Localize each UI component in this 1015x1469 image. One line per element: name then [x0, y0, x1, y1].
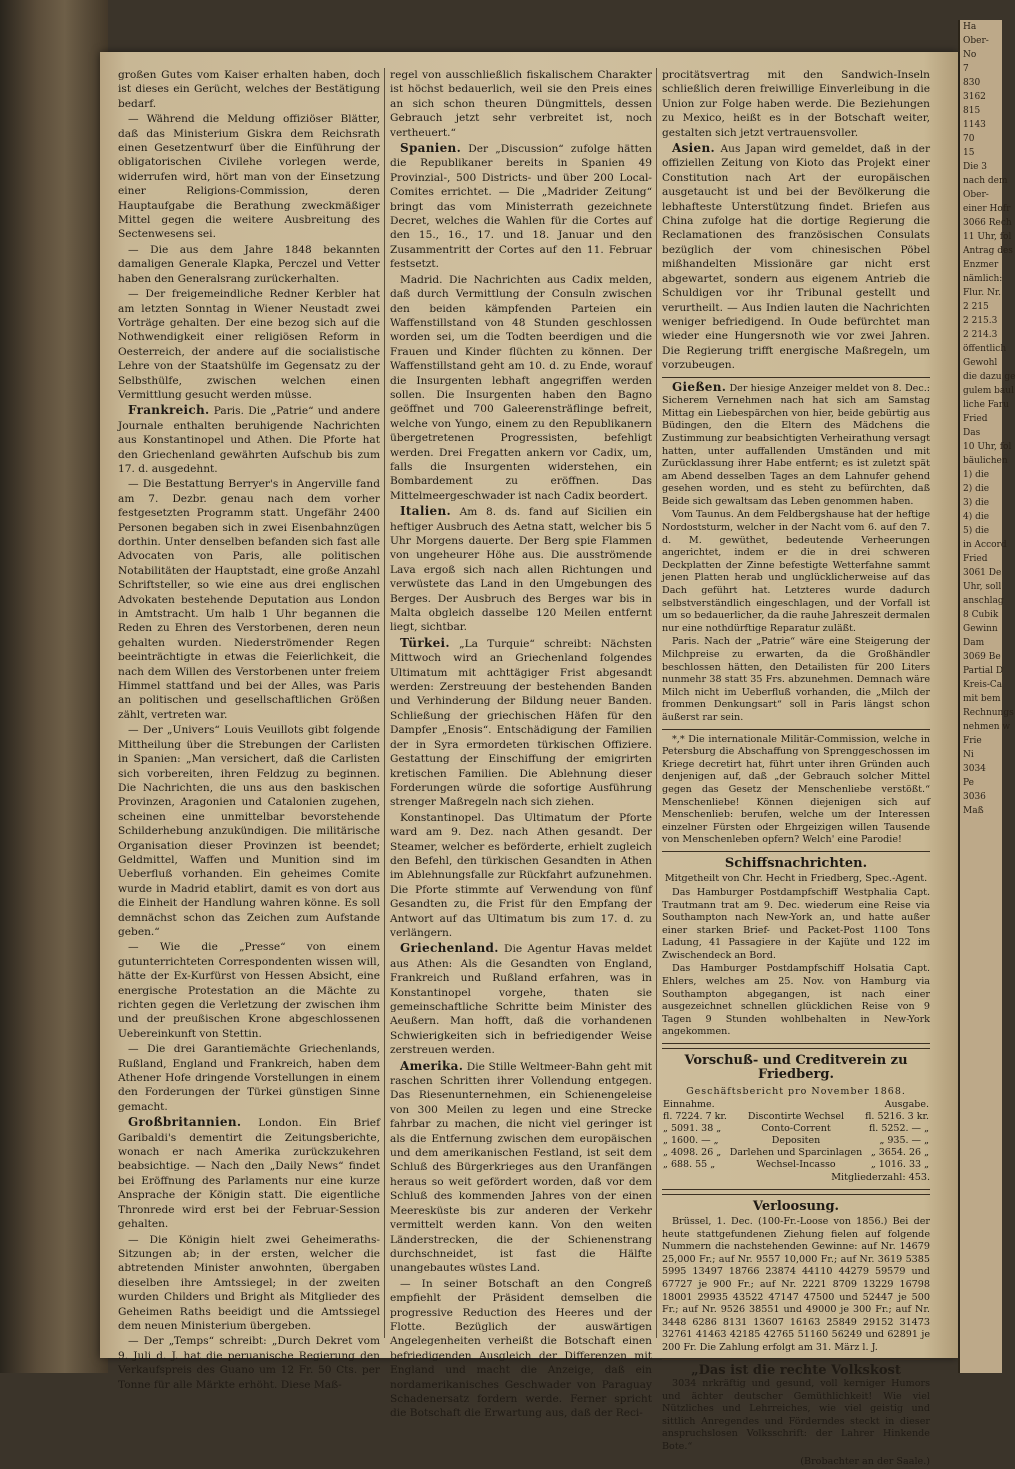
adjacent-page-fragment: No [963, 50, 977, 60]
section-heading: Asien. [672, 141, 715, 156]
ledger-cell: Discontirte Wechsel [747, 1111, 845, 1123]
adjacent-page-fragment: 3162 [963, 92, 986, 102]
adjacent-page-fragment: 3) die [963, 498, 990, 508]
article-paragraph: — Die drei Garantiemächte Griechenlands, Rußland, England und Frankreich, haben dem Athener Hofe dringende Vorstellungen in einem den Forderungen der Türkei günstigen Sinne gemacht. [118, 1043, 380, 1113]
article-paragraph: Vom Taunus. An dem Feldbergshause hat der heftige Nordoststurm, welcher in der Nacht vom 6. auf den 7. d. M. gewüthet, bedeutende Verheerungen angerichtet, indem er die in drei schweren Deckplatten der Zinne befestigte Wetterfahne sammt jenen Platten herab und unglücklicherweise auf das Dach geführt hat. Letzteres wurde dadurch selbstverständlich eingeschlagen, und der Vorfall ist um so bedauerlicher, da die rauhe Jahreszeit dermalen nur eine nothdürftige Reparatur zuläßt. [662, 509, 930, 634]
article-paragraph [390, 1059, 652, 1276]
ledger-cell: „ 3654. 26 „ [870, 1147, 929, 1159]
adjacent-page-fragment: Ha [963, 22, 977, 32]
article-paragraph: Paris. Nach der „Patrie“ wäre eine Steigerung der Milchpreise zu erwarten, da die Großhändler beschlossen hätten, den Detailisten für 200 Liters nunmehr 38 statt 35 Frs. abzunehmen. Demnach wäre Milch nicht im Ueberfluß vorhanden, die „Milch der frommen Denkungsart“ soll in Paris längst schon äußerst rar sein. [662, 636, 930, 723]
adjacent-page-fragment: nämlich: [963, 274, 1003, 284]
adjacent-page-fragment: 2 215.3 [963, 316, 998, 326]
adjacent-page-fragment: 11 Uhr, fol [963, 232, 1012, 242]
adjacent-page-fragment: Rechnungs [963, 708, 1014, 718]
local-news-box [662, 377, 930, 730]
article-paragraph: — Der freigemeindliche Redner Kerbler hat am letzten Sonntag in Wiener Neustadt zwei Vorträge gehalten. Der eine bezog sich auf die Nothwendigkeit einer religiösen Reform in Oesterreich, der andere auf die socialistische Lehre von der Staatshülfe im Gegensatz zu der Selbsthülfe, zwischen welchen einen Vermittlung gesucht werden müsse. [118, 288, 380, 401]
article-paragraph: — Wie die „Presse“ von einem gutunterrichteten Correspondenten wissen will, hätte der Ex-Kurfürst von Hessen Absicht, eine energische Protestation an die Mächte zu richten gegen die Verletzung der zwischen ihm und der preußischen Krone abgeschlossenen Uebereinkunft von Stettin. [118, 941, 380, 1040]
adjacent-page-fragment: 3061 De [963, 568, 1002, 578]
article-paragraph [390, 504, 652, 635]
section-heading: Spanien. [400, 141, 462, 156]
article-paragraph: regel von ausschließlich fiskalischem Charakter ist höchst bedauerlich, weil sie den Preis eines an sich schon theuren Düngmittels, dessen Gebrauch jetzt sehr verbreitet ist, noch vertheuert.“ [390, 69, 652, 139]
section-heading: Gießen. [672, 379, 727, 394]
section-heading: Großbritannien. [128, 1115, 242, 1130]
adjacent-page-fragment: Pe [963, 778, 974, 788]
ledger-cell: „ 4098. 26 „ [663, 1147, 722, 1159]
adjacent-page-fragment: öffentlich [963, 344, 1007, 354]
article-paragraph: — Während die Meldung offiziöser Blätter, daß das Ministerium Giskra dem Reichsrath einen Gesetzentwurf über die Einführung der obligatorischen Civilehe vorlegen werde, widerrufen wird, hört man von der Einsetzung einer Religions-Commission, deren Hauptaufgabe die Berathung zweckmäßiger Mittel gegen die weitere Ausbreitung des Sectenwesens sei. [118, 113, 380, 241]
article-text: Die Agentur Havas meldet aus Athen: Als die Gesandten von England, Frankreich und Rußland erfahren, was in Konstantinopel vorgehe, thaten sie gemeinschaftliche Schritte beim Minister des Aeußern. Man hofft, daß die vorhandenen Schwierigkeiten sich in befriedigender Weise zerstreuen werden. [390, 943, 652, 1057]
ledger-row [662, 1111, 930, 1123]
adjacent-page-fragment: 3036 [963, 792, 986, 802]
credit-title: Vorschuß- und Creditverein zu Friedberg. [684, 1053, 908, 1083]
article-text: Der „Discussion“ zufolge hätten die Republikaner bereits in Spanien 49 Provinzial-, 500 Districts- und über 200 Local-Comites errichtet. — Die „Madrider Zeitung“ bringt das vom Ministerrath gezeichnete Decret, welches die Wahlen für die Cortes auf den 15., 16., 17. und 18. Januar und den Zusammentritt der Cortes auf den 11. Februar festsetzt. [390, 143, 652, 271]
ledger-expense-header: Ausgabe. [884, 1099, 929, 1111]
adjacent-page-fragment: bäulichen [963, 456, 1008, 466]
section-heading: Amerika. [400, 1058, 464, 1073]
ad-title: „Das ist die rechte Volkskost [691, 1362, 901, 1378]
column-rule [384, 68, 385, 1338]
adjacent-page-fragment: Die 3 [963, 162, 988, 172]
adjacent-page-fragment: 10 Uhr, fol [963, 442, 1012, 452]
article-text: Der hiesige Anzeiger meldet von 8. Dec.: Sicherem Vernehmen nach hat sich am Samstag Mittag ein Liebespärchen von hier, beide gebürtig aus Büdingen, den die Eltern des Mädchens die Zustimmung zur beabsichtigten Verheirathung versagt hatten, unter auffallenden Umständen und mit Zurücklassung ihrer Habe entfernt; es ist zuletzt spät am Abend desselben Tages an dem Lahnufer gehend gesehen worden, und es steht zu befürchten, daß Beide sich gewaltsam das Leben genommen haben. [662, 382, 930, 507]
adjacent-page-fragment: Ober- [963, 190, 989, 200]
ledger-row [662, 1159, 930, 1171]
column-rule [656, 68, 657, 1338]
adjacent-page-fragment: Gewohl [963, 358, 998, 368]
article-text: Paris. Die „Patrie“ und andere Journale enthalten beruhigende Nachrichten aus Konstantinopel und Athen. Die Pforte hat den Griechenland gewährten Aufschub bis zum 17. d. ausgedehnt. [118, 405, 380, 475]
article-paragraph: *,* Die internationale Militär-Commission, welche in Petersburg die Abschaffung von Sprenggeschossen im Kriege decretirt hat, führt unter ihren Gründen auch denjenigen auf, daß „der Gebrauch solcher Mittel gegen das Gesetz der Menschenliebe verstößt.“ Menschenliebe! Können diejenigen sich auf Menschenlieb: berufen, welche um der Interessen einzelner Fürsten oder Ehrgeizigen willen Tausende von Menschenleben opfern? Welch' eine Parodie! [662, 733, 930, 846]
adjacent-page-fragment: Kreis-Ca [963, 680, 1003, 690]
lottery-box [662, 1194, 930, 1360]
adjacent-page-fragment: 15 [963, 148, 975, 158]
adjacent-page-edge [958, 20, 1015, 1373]
lottery-title: Verloosung. [752, 1198, 840, 1214]
adjacent-page-fragment: Partial D [963, 666, 1004, 676]
adjacent-page-fragment: 8 Cubik [963, 610, 999, 620]
article-paragraph [662, 141, 930, 373]
article-paragraph [118, 403, 380, 476]
section-heading: Türkei. [400, 635, 450, 650]
article-paragraph: — Die Königin hielt zwei Geheimeraths-Sitzungen ab; in der ersten, welcher die abtretenden Minister anwohnten, übergaben dieselben ihre Amtssiegel; in der zweiten wurden Childers und Bright als Mitglieder des Geheimen Raths beeidigt und die Amtssiegel dem neuen Ministerium übergeben. [118, 1233, 380, 1332]
ledger-cell: fl. 5216. 3 kr. [865, 1111, 929, 1123]
adjacent-page-fragment: nach dem [963, 176, 1008, 186]
article-paragraph: — Der „Univers“ Louis Veuillots gibt folgende Mittheilung über die Strebungen der Carlisten in Spanien: „Man versichert, daß die Carlisten sich vorbereiten, ihren Feldzug zu beginnen. Die Nachrichten, die uns aus den baskischen Provinzen, Aragonien und Catalonien zugehen, scheinen eine unmittelbar bevorstehende Schilderhebung anzukündigen. Die militärische Organisation dieser Provinzen ist beendet; Geldmittel, Waffen und Munition sind im Ueberfluß vorhanden. Ein geheimes Comite wurde in Madrid etablirt, damit es von dort aus die Einheit der Handlung wahren könne. Es soll demnächst schon das Zeichen zum Aufstande geben.“ [118, 724, 380, 938]
ships-paragraph: Das Hamburger Postdampfschiff Westphalia Capt. Trautmann trat am 9. Dec. wiederum eine Reise via Southampton nach New-York an, und hatte außer einer starken Brief- und Packet-Post 1100 Tons Ladung, 41 Passagiere in der Kajüte und 122 im Zwischendeck an Bord. [662, 886, 930, 961]
article-paragraph: — Die Bestattung Berryer's in Angerville fand am 7. Dezbr. genau nach dem vorher festgesetzten Programm statt. Ungefähr 2400 Personen begaben sich in zwei Eisenbahnzügen dorthin. Unter denselben befanden sich fast alle Advocaten von Paris, alle politischen Notabilitäten der Hauptstadt, eine große Anzahl Schriftsteller, so wie eine aus drei englischen Advokaten bestehende Deputation aus London in Amtstracht. Um halb 1 Uhr begannen die Reden zu Ehren des Verstorbenen, deren neun gehalten wurden. Niederströmender Regen beeinträchtigte in etwas die Feierlichkeit, die nach dem Willen des Verstorbenen unter freiem Himmel stattfand und bei der Alles, was Paris an politischen und gesellschaftlichen Größen zählt, vertreten war. [118, 478, 380, 721]
ledger-header [662, 1099, 930, 1111]
adjacent-page-fragment: nehmen w [963, 722, 1011, 732]
credit-subtitle: Geschäftsbericht pro November 1868. [686, 1085, 906, 1097]
article-text: Aus Japan wird gemeldet, daß in der offiziellen Zeitung von Kioto das Projekt einer Constitution nach Art der europäischen ausgetaucht ist und bei der Bevölkerung die lebhafteste Unterstützung findet. Briefen aus China zufolge hat die dortige Regierung die Reclamationen des französischen Consulats bezüglich der vom chinesischen Pöbel mißhandelten Missionäre gar nicht erst abgewartet, sondern aus eigenem Antrieb die Schuldigen vor ihr Tribunal gestellt und verurtheilt. — Aus Indien lauten die Nachrichten weniger befriedigend. In Oude befürchtet man wieder eine Hungersnoth wie vor zwei Jahren. Die Regierung trifft energische Maßregeln, um vorzubeugen. [662, 143, 931, 372]
section-heading: Griechenland. [400, 941, 499, 956]
article-paragraph [118, 1115, 380, 1231]
article-paragraph [390, 941, 652, 1057]
article-paragraph: Madrid. Die Nachrichten aus Cadix melden, daß durch Vermittlung der Consuln zwischen den beiden kämpfenden Parteien ein Waffenstillstand von 48 Stunden geschlossen worden sei, um die Todten beerdigen und die Frauen und Kinder flüchten zu können. Der Waffenstillstand geht am 10. d. zu Ende, worauf die Insurgenten lebhaft angegriffen werden sollen. Die Insurgenten haben den Bagno geöffnet und 700 Galeerensträflinge befreit, welche von Yungo, einem zu den Republikanern übergetretenen Progressisten, befehligt werden. Drei Fregatten ankern vor Cadix, um, falls die Insurgenten widerstehen, ein Bombardement zu eröffnen. Das Mittelmeergeschwader ist nach Cadix beordert. [390, 273, 652, 502]
adjacent-page-fragment: Flur. Nr. [963, 288, 1002, 298]
article-paragraph: Konstantinopel. Das Ultimatum der Pforte ward am 9. Dez. nach Athen gesandt. Der Steamer, welcher es beförderte, erhielt zugleich den Befehl, den türkischen Gesandten in Athen im Ablehnungsfalle zur Rückfahrt aufzunehmen. Die Pforte stimmte auf Verwendung von fünf Gesandten zu, die Frist für den Empfang der Antwort auf das Ultimatum bis zum 17. d. zu verlängern. [390, 811, 652, 939]
adjacent-page-fragment: Das [963, 428, 981, 438]
ledger-cell: „ 1016. 33 „ [870, 1159, 929, 1171]
section-heading: Italien. [400, 504, 451, 519]
ledger-cell: Wechsel-Incasso [756, 1159, 836, 1171]
adjacent-page-fragment: Enzmer [963, 260, 999, 270]
article-paragraph: procitätsvertrag mit den Sandwich-Inseln schließlich deren freiwillige Einverleibung in die Union zur Folge haben werde. Die Beziehungen zu Mexico, heißt es in der Botschaft weiter, gestalten sich jetzt vertrauensvoller. [662, 69, 930, 139]
ledger-cell: „ 935. — „ [879, 1135, 929, 1147]
article-paragraph: — Die aus dem Jahre 1848 bekannten damaligen Generale Klapka, Perczel und Vetter haben den Generalsrang zurückerhalten. [118, 243, 380, 285]
ships-title: Schiffsnachrichten. [724, 855, 868, 871]
adjacent-page-fragment: gulem baul [963, 386, 1014, 396]
adjacent-page-fragment: 3069 Be [963, 652, 1001, 662]
article-paragraph [662, 381, 930, 509]
article-paragraph: — In seiner Botschaft an den Congreß empfiehlt der Präsident demselben die progressive Reduction des Heeres und der Flotte. Bezüglich der auswärtigen Angelegenheiten verheißt die Botschaft einen befriedigenden Ausgleich der Differenzen mit England und macht die Anzeige, daß ein nordamerikanisches Geschwader von Paraguay Schadenersatz fordern werde. Ferner spricht die Botschaft die Erwartung aus, daß der Reci- [390, 1277, 652, 1420]
article-text: „La Turquie“ schreibt: Nächsten Mittwoch wird an Griechenland folgendes Ultimatum mit achttägiger Frist abgesandt werden: Zerstreuung der bestehenden Banden und Verhinderung der Bildung neuer Banden. Schließung der griechischen Häfen für den Dampfer „Enosis“. Entschädigung der Familien der in Syra ermordeten türkischen Offiziere. Gestattung der Einschiffung der emigrirten kretischen Familien. Die Ablehnung dieser Forderungen würde die sofortige Ausführung strenger Maßregeln nach sich ziehen. [390, 637, 652, 809]
ad-signature: (Brobachter an der Saale.) [800, 1455, 930, 1467]
adjacent-page-fragment: 815 [963, 106, 981, 116]
ledger-row [662, 1135, 930, 1147]
ledger-cell: „ 5091. 38 „ [663, 1123, 722, 1135]
adjacent-page-fragment: 4) die [963, 512, 990, 522]
ledger-income-header: Einnahme. [663, 1099, 715, 1111]
adjacent-page-fragment: 830 [963, 78, 981, 88]
adjacent-page-fragment: Uhr, soll [963, 582, 1002, 592]
ships-box [662, 851, 930, 1044]
article-text: London. Ein Brief Garibaldi's dementirt die Zeitungsberichte, wonach er nach Amerika zurückzukehren beabsichtige. — Nach den „Daily News“ findet bei Eröffnung des Parlaments nur eine kurze Ansprache der Königin statt. Die eigentliche Thronrede wird erst bei der Februar-Session gehalten. [118, 1117, 380, 1231]
credit-ledger [662, 1099, 930, 1171]
adjacent-page-fragment: Gewinn [963, 624, 998, 634]
ships-agent: Mitgetheilt von Chr. Hecht in Friedberg, Spec.-Agent. [664, 873, 928, 885]
ledger-cell: Conto-Corrent [761, 1123, 831, 1135]
adjacent-page-fragment: 3034 [963, 764, 986, 774]
adjacent-page-fragment: Ni [963, 750, 974, 760]
adjacent-page-fragment: Ober- [963, 36, 989, 46]
adjacent-page-fragment: 2 215 [963, 302, 989, 312]
adjacent-page-fragment: Dam [963, 638, 985, 648]
adjacent-page-fragment: in Accord [963, 540, 1007, 550]
lottery-text: Brüssel, 1. Dec. (100-Fr.-Loose von 1856.) Bei der heute stattgefundenen Ziehung fielen auf folgende Nummern die nachstehenden Gewinne: auf Nr. 14679 25,000 Fr.; auf Nr. 9557 10,000 Fr.; auf Nr. 3619 5385 5995 13497 18766 23874 44110 44279 59579 und 67727 je 900 Fr.; auf Nr. 2221 8709 13229 16798 18001 29935 43522 47147 47500 und 52447 je 500 Fr.; auf Nr. 9526 38551 und 49000 je 300 Fr.; auf Nr. 3448 6286 8131 13607 16163 25849 29152 31473 32761 41463 42185 42765 51160 56249 und 62891 je 200 Fr. Die Zahlung erfolgt am 31. März l. J. [662, 1216, 930, 1353]
article-text: Am 8. ds. fand auf Sicilien ein heftiger Ausbruch des Aetna statt, welcher bis 5 Uhr Morgens dauerte. Der Berg spie Flammen von ungeheurer Höhe aus. Die ausströmende Lava ergoß sich nach allen Richtungen und verwüstete das Land in den Umgebungen des Berges. Der Ausbruch des Berges war bis in Malta obgleich dasselbe 120 Meilen entfernt liegt, sichtbar. [390, 506, 653, 634]
ledger-cell: Depositen [771, 1135, 821, 1147]
article-paragraph: — Der „Temps“ schreibt: „Durch Dekret vom 9. Juli d. J. hat die peruanische Regierung den Verkaufspreis des Guano um 12 Fr. 50 Cts. per Tonne für alle Märkte erhöht. Diese Maß- [118, 1335, 380, 1391]
ledger-cell: fl. 7224. 7 kr. [663, 1111, 727, 1123]
adjacent-page-fragment: Antrag des [963, 246, 1013, 256]
adjacent-page-fragment: die dazu ge [963, 372, 1015, 382]
section-heading: Frankreich. [128, 403, 210, 418]
column-3 [662, 68, 931, 1467]
adjacent-page-fragment: liche Faru [963, 400, 1009, 410]
adjacent-page-fragment: 3066 Rech [963, 218, 1012, 228]
article-paragraph [390, 636, 652, 810]
credit-members: Mitgliederzahl: 453. [831, 1172, 930, 1184]
column-1 [118, 68, 380, 1391]
adjacent-page-fragment: Frie [963, 736, 982, 746]
adjacent-page-fragment: mit bem [963, 694, 1001, 704]
adjacent-page-fragment: 2 214.3 [963, 330, 998, 340]
book-binding [0, 0, 108, 1373]
adjacent-page-fragment: Fried [963, 554, 988, 564]
ledger-cell: Darlehen und Sparcinlagen [729, 1147, 863, 1159]
ledger-cell: fl. 5252. — „ [868, 1123, 929, 1135]
column-2 [390, 68, 653, 1420]
credit-union-report [662, 1048, 930, 1190]
article-text: Die Stille Weltmeer-Bahn geht mit raschen Schritten ihrer Vollendung entgegen. Das Riesenunternehmen, ein Schienengeleise von 300 Meilen zu legen und eine Strecke fahrbar zu machen, die nicht viel geringer ist als die Entfernung zwischen dem europäischen und dem amerikanischen Festland, ist seit dem Schluß des Bürgerkrieges aus den Uranfängen heraus so weit gefördert worden, daß vor dem Schluß des kommenden Jahres von der einen Meeresküste bis zur anderen der Verkehr vermittelt werden kann. Von den weiten Länderstrecken, die der Schienenstrang durchschneidet, ist fast die Hälfte unangebautes wüstes Land. [390, 1060, 652, 1275]
ledger-row [662, 1123, 930, 1135]
adjacent-page-fragment: 70 [963, 134, 975, 144]
ledger-row [662, 1147, 930, 1159]
adjacent-page-fragment: 7 [963, 64, 969, 74]
ledger-cell: „ 688. 55 „ [663, 1159, 716, 1171]
article-paragraph [390, 141, 652, 272]
article-paragraph: großen Gutes vom Kaiser erhalten haben, doch ist dieses ein Gerücht, welches der Bestätigung bedarf. [118, 69, 380, 110]
newspaper-page [100, 52, 958, 1467]
adjacent-page-fragment: 1143 [963, 120, 986, 130]
adjacent-page-fragment: einer Hofr [963, 204, 1011, 214]
adjacent-page-fragment: 5) die [963, 526, 990, 536]
adjacent-page-fragment: 1) die [963, 470, 990, 480]
adjacent-page-fragment: Maß [963, 806, 984, 816]
adjacent-page-fragment: 2) die [963, 484, 990, 494]
ledger-cell: „ 1600. — „ [663, 1135, 719, 1147]
adjacent-page-fragment: Fried [963, 414, 988, 424]
ad-text: 3034 nrkräftig und gesund, voll kerniger Humors und ächter deutscher Gemüthlichkeit! Wie viel Nützliches und Lehrreiches, wie viel geistig und sittlich Anregendes und Förderndes steckt in dieser anspruchslosen Volksschrift: der Lahrer Hinkende Bote.“ [662, 1378, 930, 1452]
adjacent-page-fragment: anschlag [963, 596, 1004, 606]
ships-paragraph: Das Hamburger Postdampfschiff Holsatia Capt. Ehlers, welches am 25. Nov. von Hamburg via Southampton abgegangen, ist nach einer ausgezeichnet schnellen glücklichen Reise von 9 Tagen 9 Stunden wohlbehalten in New-York angekommen. [662, 963, 930, 1038]
